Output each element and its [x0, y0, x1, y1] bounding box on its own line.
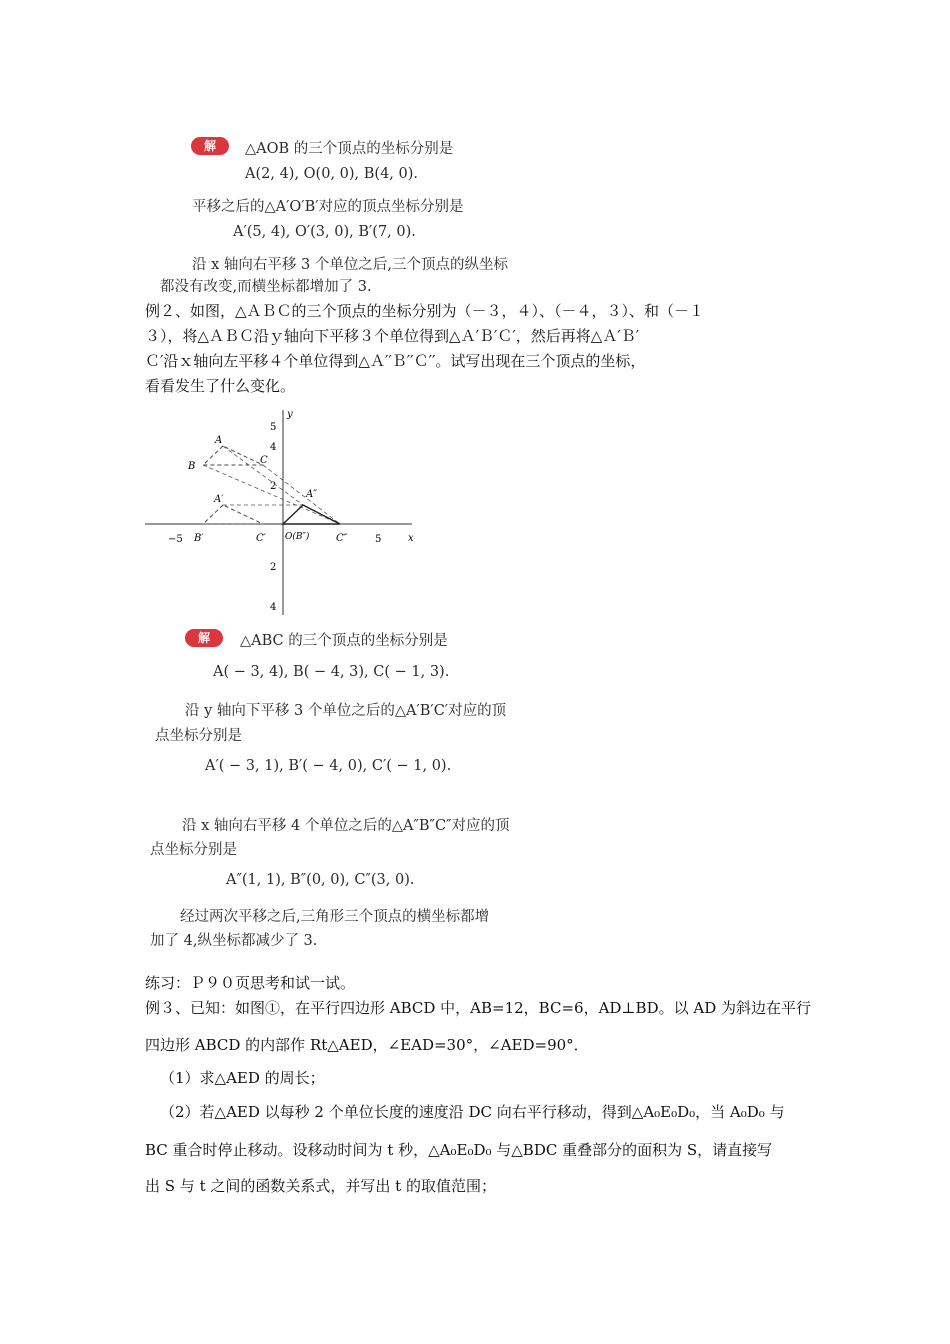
example3-q2-line3: 出 S 与 t 之间的函数关系式，并写出 t 的取值范围；	[145, 1177, 496, 1195]
solution2-line1: △ABC 的三个顶点的坐标分别是	[240, 633, 448, 649]
label-origin: O(B″)	[285, 532, 310, 542]
solution2-line3: 沿 y 轴向下平移 3 个单位之后的△A′B′C′对应的顶	[185, 703, 507, 719]
label-b1: B′	[194, 533, 204, 544]
axis-label-y: y	[287, 409, 293, 420]
solution1-line4: A′(5, 4), O′(3, 0), B′(7, 0).	[233, 224, 416, 240]
example3-line2: 四边形 ABCD 的内部作 Rt△AED，∠EAD=30°，∠AED=90°．	[145, 1036, 589, 1054]
tick-y-2: 2	[270, 481, 277, 492]
example2-line4: 看看发生了什么变化。	[145, 377, 296, 395]
label-a1: A′	[214, 494, 224, 505]
solution2-line2: A( − 3, 4), B( − 4, 3), C( − 1, 3).	[213, 664, 450, 680]
coordinate-graph	[140, 405, 420, 620]
solution2-line6: 沿 x 轴向右平移 4 个单位之后的△A″B″C″对应的顶	[182, 818, 510, 834]
example3-q2-line1: （2）若△AED 以每秒 2 个单位长度的速度沿 DC 向右平行移动，得到△A₀E₀D₀，当 A₀D₀ 与	[160, 1103, 785, 1121]
solution2-line7: 点坐标分别是	[150, 842, 237, 858]
example3-q1: （1）求△AED 的周长；	[160, 1069, 325, 1087]
example3-line1: 例３、已知：如图①，在平行四边形 ABCD 中，AB=12，BC=6，AD⊥BD。以 AD 为斜边在平行	[145, 999, 811, 1017]
solution2-line10: 加了 4,纵坐标都减少了 3.	[150, 933, 318, 949]
triangle-abc	[203, 446, 263, 465]
solution1-line2: A(2, 4), O(0, 0), B(4, 0).	[245, 166, 419, 182]
solution-badge: 解	[191, 137, 229, 155]
tick-y-neg2: 2	[270, 562, 277, 573]
practice-line: 练习：Ｐ９０页思考和试一试。	[145, 974, 356, 992]
label-c: C	[260, 455, 268, 466]
solution2-line4: 点坐标分别是	[155, 728, 242, 744]
solution2-badge: 解	[185, 629, 223, 647]
triangle-a2b2c2	[283, 505, 340, 524]
tick-x-5: 5	[375, 534, 382, 545]
solution1-line5: 沿 x 轴向右平移 3 个单位之后,三个顶点的纵坐标	[192, 257, 508, 273]
guide-c	[263, 465, 340, 524]
solution2-line9: 经过两次平移之后,三角形三个顶点的横坐标都增	[180, 909, 490, 925]
axis-label-x: x	[408, 533, 414, 544]
label-a2: A″	[306, 489, 317, 500]
triangle-a1b1c1	[203, 505, 263, 524]
solution1-line6: 都没有改变,而横坐标都增加了 3.	[160, 279, 372, 295]
solution1-line1: △AOB 的三个顶点的坐标分别是	[245, 141, 454, 157]
label-b: B	[188, 461, 196, 472]
tick-y-4: 4	[270, 442, 277, 453]
tick-y-neg4: 4	[270, 602, 277, 613]
tick-y-5: 5	[270, 422, 277, 433]
solution2-line5: A′( − 3, 1), B′( − 4, 0), C′( − 1, 0).	[205, 758, 452, 774]
tick-x-neg5: −5	[168, 534, 183, 545]
example3-q2-line2: BC 重合时停止移动。设移动时间为 t 秒，△A₀E₀D₀ 与△BDC 重叠部分的面积为 S，请直接写	[145, 1141, 773, 1159]
label-c2: C″	[336, 533, 348, 544]
solution1-line3: 平移之后的△A′O′B′对应的顶点坐标分别是	[192, 199, 464, 215]
solution2-line8: A″(1, 1), B″(0, 0), C″(3, 0).	[226, 872, 415, 888]
label-a: A	[215, 435, 223, 446]
example2-line1: 例２、如图，△ＡＢＣ的三个顶点的坐标分别为（－３，４）、（－４，３）、和（－１	[145, 302, 705, 320]
label-c1: C′	[256, 533, 266, 544]
example2-line2: ３），将△ＡＢＣ沿ｙ轴向下平移３个单位得到△Ａ′Ｂ′Ｃ′，然后再将△Ａ′Ｂ′	[145, 327, 640, 345]
example2-line3: Ｃ′沿ｘ轴向左平移４个单位得到△Ａ′′Ｂ′′Ｃ′′。试写出现在三个顶点的坐标，	[145, 352, 646, 370]
guide-b	[203, 465, 340, 524]
